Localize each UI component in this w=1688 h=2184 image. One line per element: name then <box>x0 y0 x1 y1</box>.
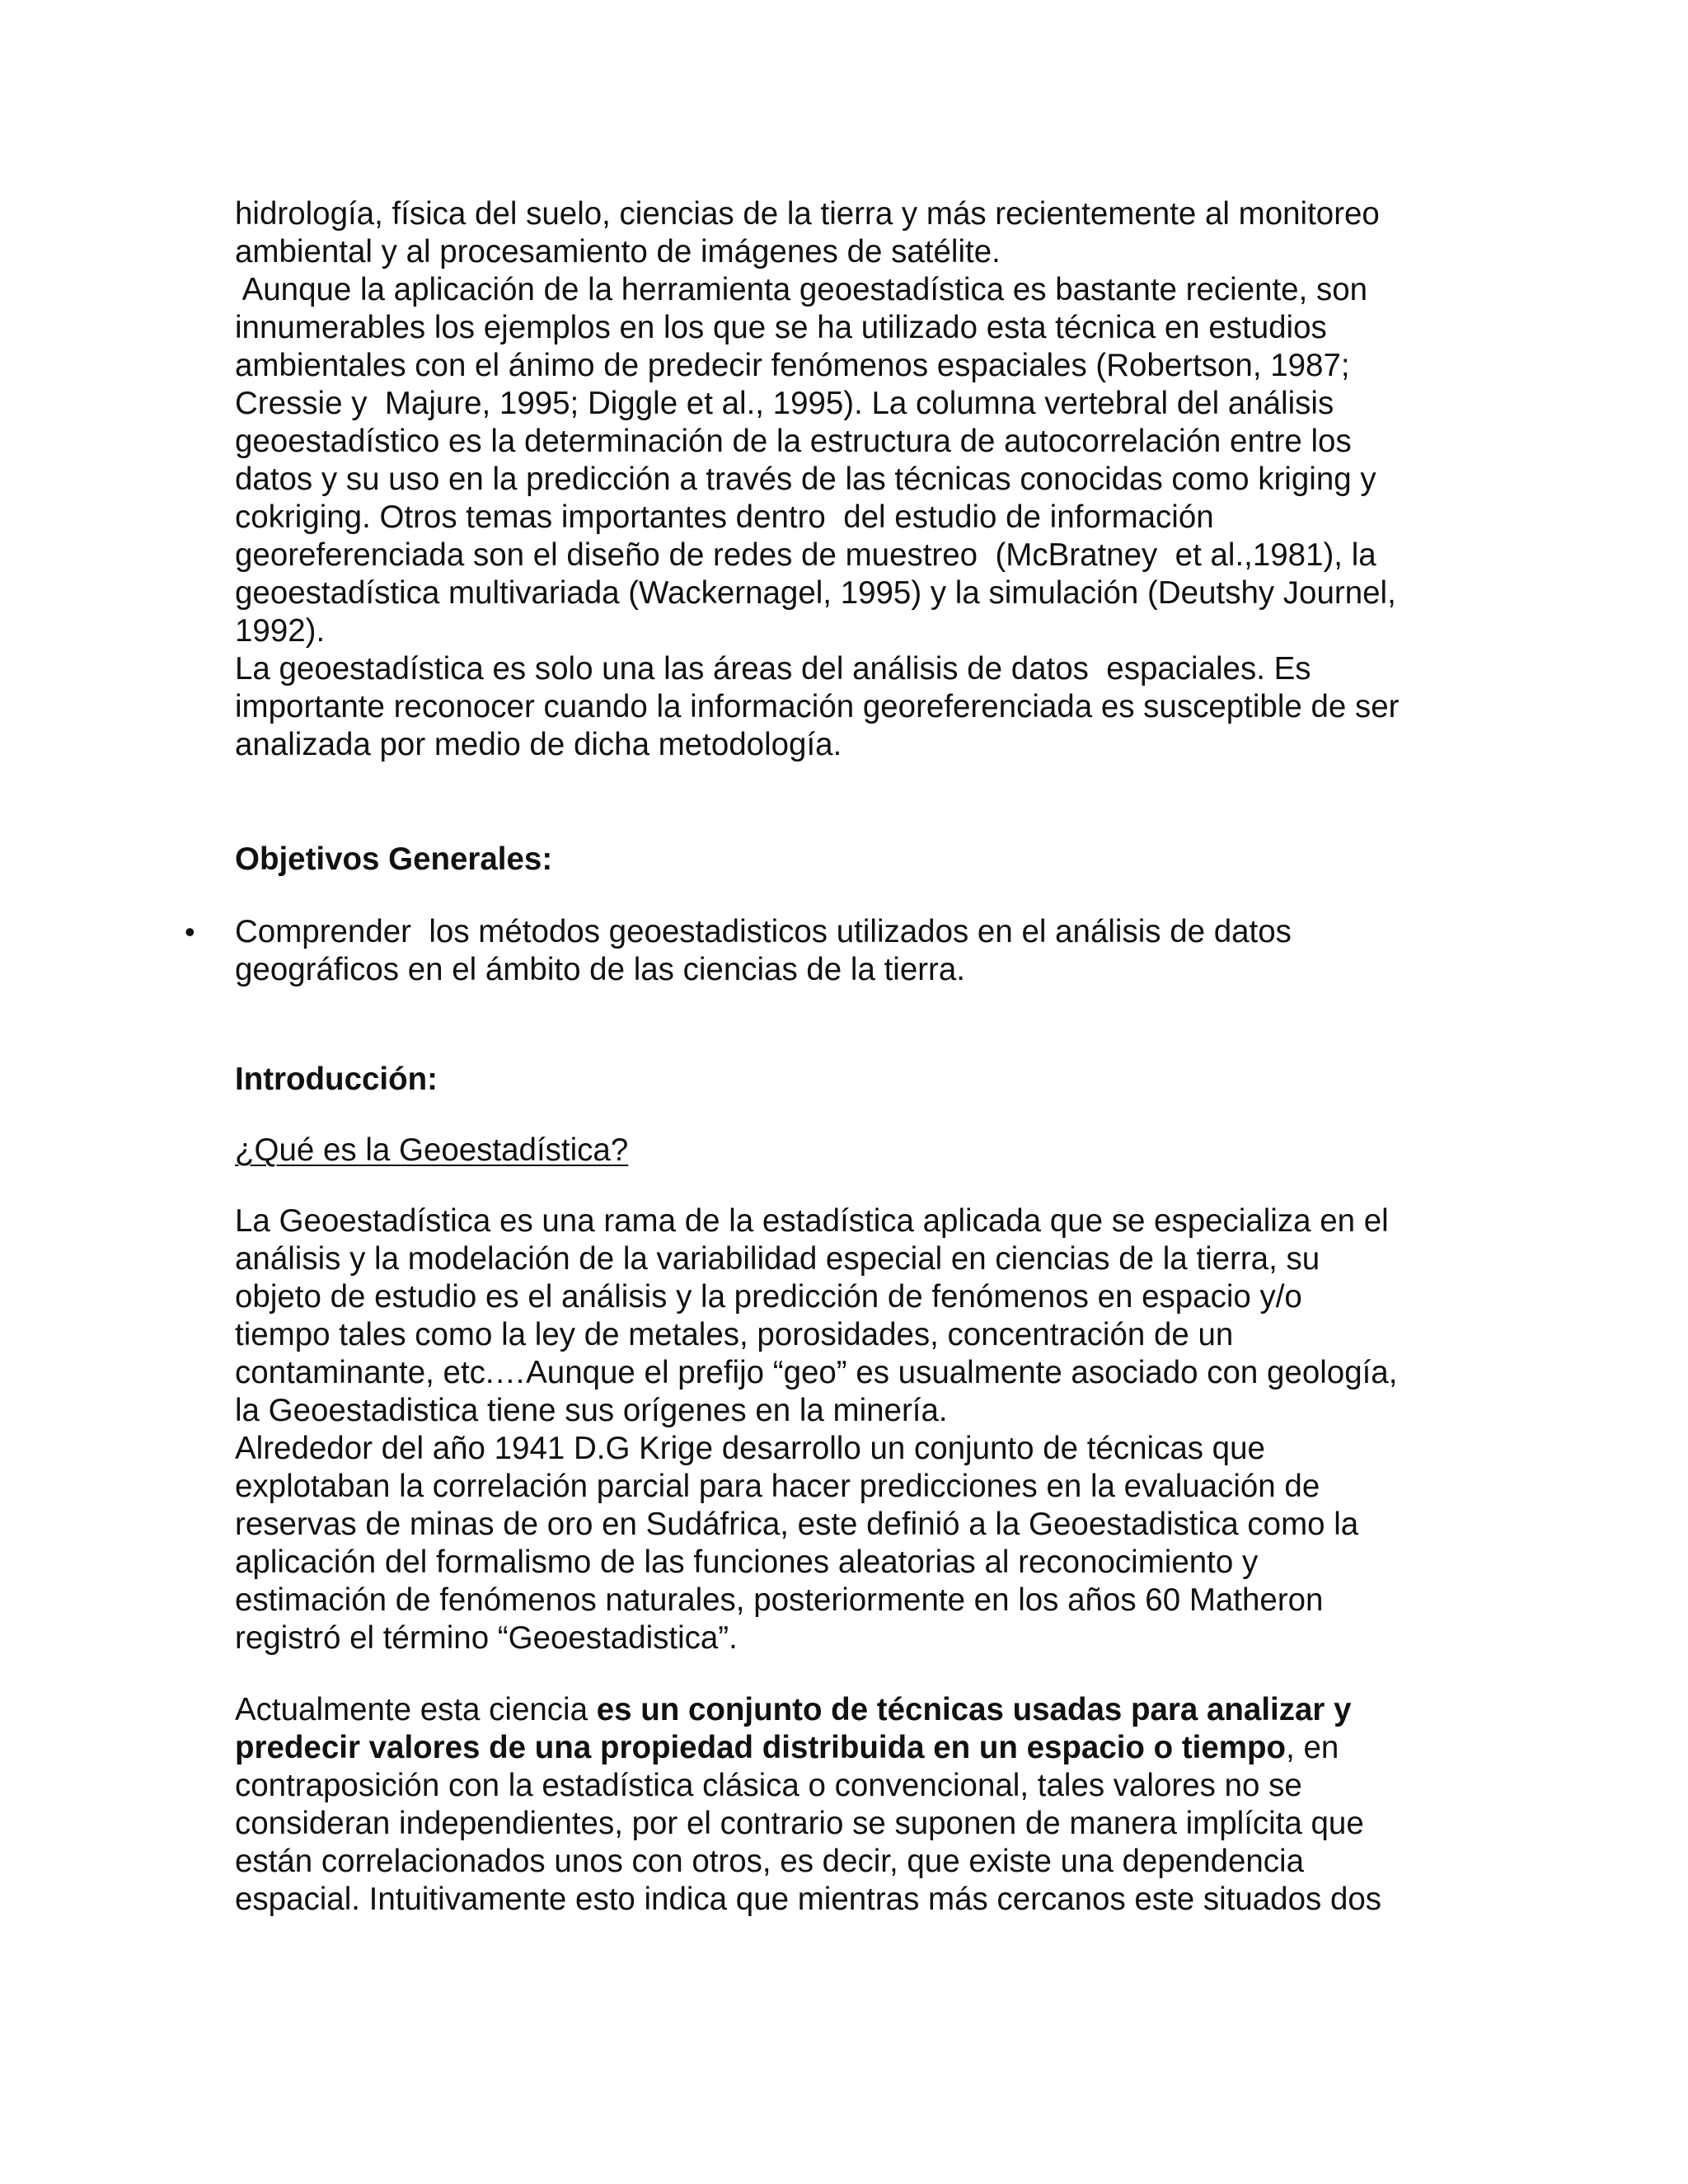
intro-line: Aunque la aplicación de la herramienta geoestadística es bastante reciente, son <box>235 272 1368 307</box>
actual-line-2-normal: , en <box>1286 1730 1339 1765</box>
bullet-icon: • <box>185 915 195 949</box>
definition-line: objeto de estudio es el análisis y la predicción de fenómenos en espacio y/o <box>235 1279 1302 1315</box>
actual-line-2-bold: predecir valores de una propiedad distribuida en un espacio o tiempo <box>235 1730 1287 1765</box>
definition-line: contaminante, etc.…Aunque el prefijo “geo” es usualmente asociado con geología, <box>235 1355 1398 1390</box>
intro-line: georeferenciada son el diseño de redes de muestreo (McBratney et al.,1981), la <box>235 537 1376 573</box>
definition-line: la Geoestadistica tiene sus orígenes en la minería. <box>235 1393 948 1428</box>
definition-line: aplicación del formalismo de las funciones aleatorias al reconocimiento y <box>235 1544 1259 1580</box>
intro-line: La geoestadística es solo una las áreas del análisis de datos espaciales. Es <box>235 651 1311 687</box>
subheading-que-es-geoestadistica: ¿Qué es la Geoestadística? <box>235 1132 629 1168</box>
definition-line: Alrededor del año 1941 D.G Krige desarrollo un conjunto de técnicas que <box>235 1431 1265 1466</box>
actual-line-1 <box>235 1691 1352 1729</box>
actual-line-2 <box>235 1729 1339 1767</box>
objetivo-bullet-line: Comprender los métodos geoestadisticos utilizados en el análisis de datos <box>235 914 1292 949</box>
intro-line: geoestadística multivariada (Wackernagel, 1995) y la simulación (Deutshy Journel, <box>235 575 1396 611</box>
definition-line: La Geoestadística es una rama de la estadística aplicada que se especializa en el <box>235 1203 1389 1239</box>
actual-line: consideran independientes, por el contrario se suponen de manera implícita que <box>235 1806 1364 1841</box>
intro-line: geoestadístico es la determinación de la estructura de autocorrelación entre los <box>235 424 1352 459</box>
definition-line: registró el término “Geoestadistica”. <box>235 1620 738 1656</box>
definition-line: explotaban la correlación parcial para hacer predicciones en la evaluación de <box>235 1469 1320 1504</box>
definition-line: análisis y la modelación de la variabilidad especial en ciencias de la tierra, su <box>235 1241 1320 1277</box>
intro-line: 1992). <box>235 613 326 649</box>
actual-line-1-bold: es un conjunto de técnicas usadas para analizar y <box>596 1692 1352 1727</box>
definition-line: estimación de fenómenos naturales, posteriormente en los años 60 Matheron <box>235 1582 1324 1618</box>
actual-line: espacial. Intuitivamente esto indica que mientras más cercanos este situados dos <box>235 1882 1382 1917</box>
objetivo-bullet-line: geográficos en el ámbito de las ciencias de la tierra. <box>235 952 965 987</box>
actual-line: están correlacionados unos con otros, es decir, que existe una dependencia <box>235 1844 1305 1879</box>
definition-line: reservas de minas de oro en Sudáfrica, este definió a la Geoestadistica como la <box>235 1507 1359 1542</box>
heading-objetivos-generales: Objetivos Generales: <box>235 841 553 877</box>
intro-line: hidrología, física del suelo, ciencias de la tierra y más recientemente al monitoreo <box>235 196 1380 232</box>
intro-line: importante reconocer cuando la información georeferenciada es susceptible de ser <box>235 689 1400 724</box>
intro-line: datos y su uso en la predicción a través de las técnicas conocidas como kriging y <box>235 462 1376 497</box>
intro-line: ambiental y al procesamiento de imágenes de satélite. <box>235 234 1001 269</box>
definition-line: tiempo tales como la ley de metales, porosidades, concentración de un <box>235 1317 1234 1352</box>
intro-line: innumerables los ejemplos en los que se ha utilizado esta técnica en estudios <box>235 310 1327 345</box>
heading-introduccion: Introducción: <box>235 1062 438 1097</box>
actual-line: contraposición con la estadística clásica o convencional, tales valores no se <box>235 1768 1302 1803</box>
intro-line: ambientales con el ánimo de predecir fenómenos espaciales (Robertson, 1987; <box>235 348 1350 383</box>
intro-line: Cressie y Majure, 1995; Diggle et al., 1995). La columna vertebral del análisis <box>235 386 1334 421</box>
intro-line: cokriging. Otros temas importantes dentro del estudio de información <box>235 499 1214 535</box>
intro-line: analizada por medio de dicha metodología. <box>235 727 842 762</box>
actual-line-1-normal: Actualmente esta ciencia <box>235 1692 597 1727</box>
